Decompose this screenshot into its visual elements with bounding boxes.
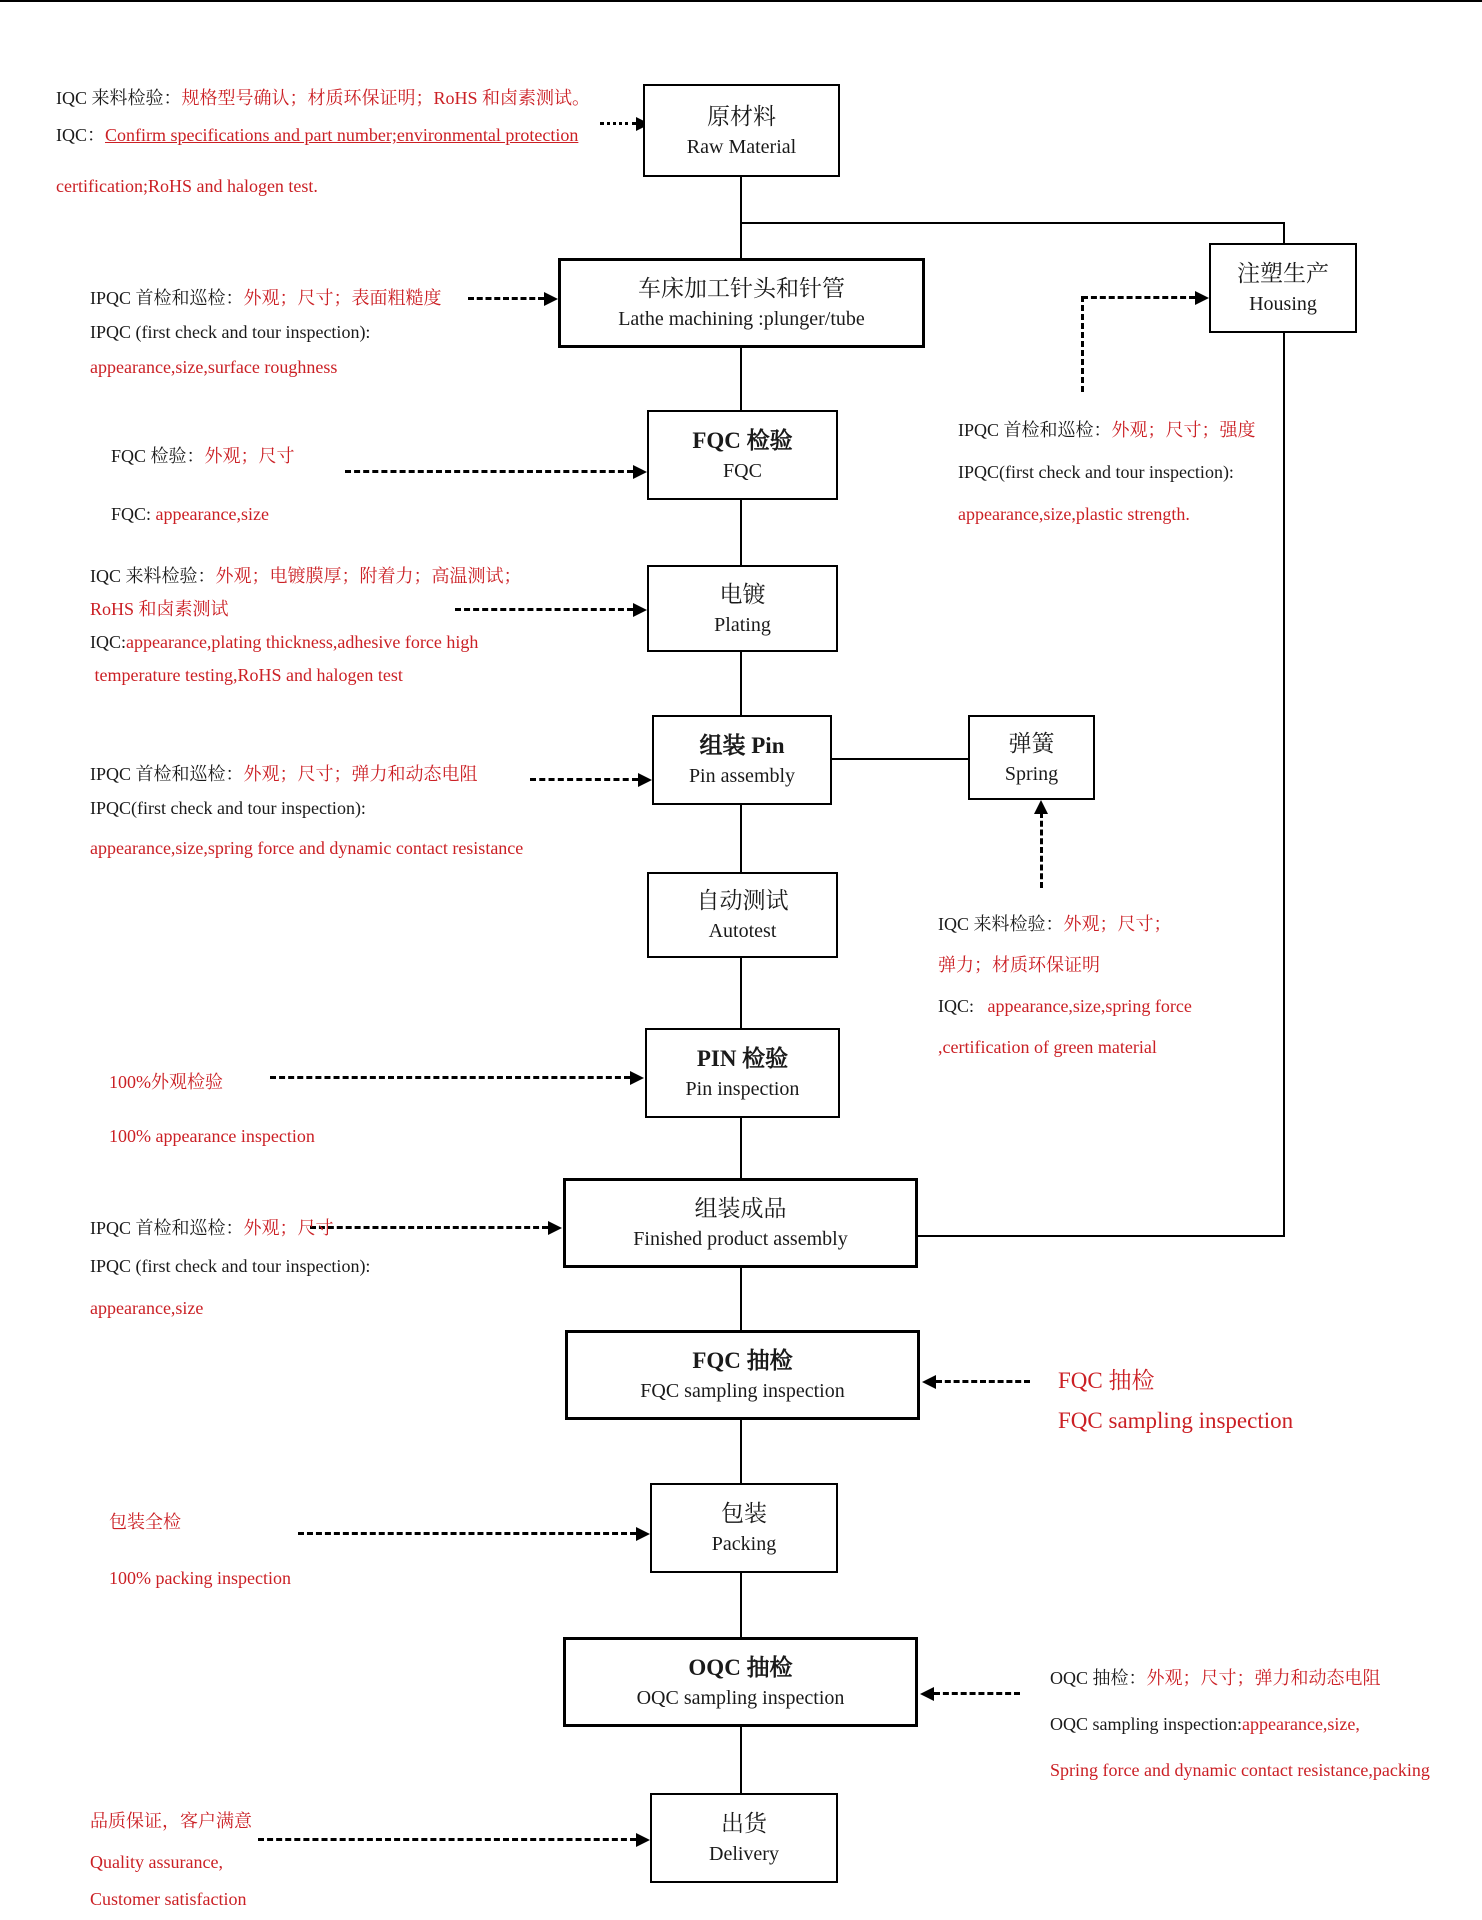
arrow-to-raw-material: [600, 122, 636, 125]
connector-packing-oqc: [740, 1573, 742, 1637]
node-title-en: Lathe machining :plunger/tube: [618, 308, 865, 330]
connector-autotest-pininspection: [740, 958, 742, 1028]
arrow-to-lathe: [468, 297, 544, 300]
node-title-zh: 注塑生产: [1237, 261, 1329, 286]
node-title-en: FQC sampling inspection: [640, 1380, 845, 1402]
header-rule: [0, 0, 1482, 2]
arrowhead-icon: [633, 465, 647, 479]
arrowhead-icon: [1034, 800, 1048, 814]
connector-plating-pin: [740, 652, 742, 715]
annotation-iqc-plating-line4: temperature testing,RoHS and halogen test: [90, 665, 403, 685]
node-autotest: [647, 872, 838, 958]
node-lathe-machining: [558, 258, 925, 348]
connector-finished-fqcsampling: [740, 1268, 742, 1330]
annotation-quality-line2: Quality assurance,: [90, 1852, 223, 1872]
arrowhead-icon: [636, 1833, 650, 1847]
arrow-to-pin-assembly: [530, 778, 638, 781]
connector-oqc-delivery: [740, 1727, 742, 1793]
node-title-en: Finished product assembly: [633, 1228, 848, 1250]
arrow-to-delivery: [258, 1838, 636, 1841]
annotation-housing-ipqc-line1: IPQC 首检和巡检：外观；尺寸；强度: [958, 420, 1256, 440]
node-title-en: Autotest: [708, 920, 777, 942]
annotation-iqc-raw-line1: IQC 来料检验：规格型号确认；材质环保证明；RoHS 和卤素测试。: [56, 88, 591, 108]
annotation-spring-iqc-line4: ,certification of green material: [938, 1037, 1157, 1057]
annotation-quality-line3: Customer satisfaction: [90, 1889, 247, 1909]
annotation-oqc-line2: OQC sampling inspection:appearance,size,: [1050, 1714, 1360, 1734]
annotation-ipqc-lathe-line1: IPQC 首检和巡检：外观；尺寸；表面粗糙度: [90, 288, 442, 308]
node-title-en: FQC: [723, 460, 762, 482]
arrow-to-oqc: [934, 1692, 1020, 1695]
annotation-fqc-red-line1: FQC 抽检: [1058, 1368, 1155, 1393]
annotation-iqc-plating-line2: RoHS 和卤素测试: [90, 599, 229, 619]
node-title-en: Pin inspection: [685, 1078, 800, 1100]
node-title-en: Housing: [1249, 293, 1317, 315]
annotation-spring-iqc-line2: 弹力；材质环保证明: [938, 955, 1100, 975]
node-housing: [1209, 243, 1357, 333]
connector-pin-autotest: [740, 805, 742, 872]
annotation-fqc-line1: FQC 检验：外观；尺寸: [111, 446, 295, 466]
annotation-ipqc-pin-line3: appearance,size,spring force and dynamic contact resistance: [90, 838, 524, 858]
arrowhead-icon: [922, 1375, 936, 1389]
node-title-zh: 包装: [721, 1501, 767, 1526]
annotation-fqc-red-line2: FQC sampling inspection: [1058, 1408, 1294, 1433]
node-title-zh: 组装 Pin: [699, 733, 785, 758]
annotation-ipqc-finished-line1: IPQC 首检和巡检：外观；尺寸: [90, 1218, 334, 1238]
arrow-to-packing: [298, 1532, 636, 1535]
annotation-ipqc-finished-line3: appearance,size: [90, 1298, 204, 1318]
arrowhead-icon: [920, 1687, 934, 1701]
node-title-zh: FQC 抽检: [692, 1348, 793, 1373]
node-title-en: OQC sampling inspection: [636, 1687, 845, 1709]
annotation-ipqc-pin-line1: IPQC 首检和巡检：外观；尺寸；弹力和动态电阻: [90, 764, 478, 784]
node-title-zh: 原材料: [707, 103, 776, 129]
arrowhead-icon: [636, 1527, 650, 1541]
node-title-en: Raw Material: [686, 135, 797, 158]
node-oqc-sampling: [563, 1637, 918, 1727]
connector-branch-housing-h: [740, 222, 1285, 224]
node-title-zh: OQC 抽检: [688, 1655, 793, 1680]
annotation-ipqc-pin-line2: IPQC(first check and tour inspection):: [90, 798, 366, 818]
node-title-zh: 弹簧: [1008, 730, 1055, 756]
arrow-to-fqc-sampling: [936, 1380, 1030, 1383]
connector-pin-spring: [832, 758, 968, 760]
connector-lathe-fqc: [740, 348, 742, 410]
annotation-iqc-raw-line3: certification;RoHS and halogen test.: [56, 176, 318, 196]
arrow-to-fqc: [345, 470, 633, 473]
connector-fqc-plating: [740, 500, 742, 565]
arrow-to-finished: [310, 1226, 548, 1229]
annotation-iqc-plating-line1: IQC 来料检验：外观；电镀膜厚；附着力；高温测试；: [90, 566, 522, 586]
node-raw-material: [643, 84, 840, 177]
node-plating: [647, 565, 838, 652]
arrowhead-icon: [638, 773, 652, 787]
arrowhead-icon: [1195, 291, 1209, 305]
node-title-zh: 车床加工针头和针管: [638, 276, 845, 301]
connector-pininspection-finished: [740, 1118, 742, 1178]
node-spring: [968, 715, 1095, 800]
node-title-en: Spring: [1004, 762, 1059, 785]
node-fqc: [647, 410, 838, 500]
node-title-en: Delivery: [709, 1843, 779, 1865]
connector-fqcsampling-packing: [740, 1420, 742, 1483]
annotation-housing-ipqc-line3: appearance,size,plastic strength.: [958, 504, 1190, 524]
node-title-zh: 电镀: [719, 581, 766, 607]
annotation-quality-line1: 品质保证，客户满意: [90, 1811, 252, 1831]
node-pin-assembly: [652, 715, 832, 805]
annotation-spring-iqc-line1: IQC 来料检验：外观；尺寸；: [938, 914, 1172, 934]
node-delivery: [650, 1793, 838, 1883]
annotation-iqc-raw-line2: IQC：Confirm specifications and part number;environmental protection: [56, 125, 579, 145]
arrowhead-icon: [548, 1221, 562, 1235]
annotation-spring-iqc-line3: IQC: appearance,size,spring force: [938, 996, 1192, 1016]
node-title-zh: 组装成品: [694, 1196, 787, 1221]
annotation-ipqc-lathe-line3: appearance,size,surface roughness: [90, 357, 338, 377]
connector-raw-lathe: [740, 177, 742, 258]
annotation-packing100-line1: 包装全检: [109, 1512, 181, 1532]
node-title-zh: 自动测试: [696, 888, 789, 913]
annotation-pin100-line1: 100%外观检验: [109, 1072, 223, 1092]
annotation-oqc-line1: OQC 抽检：外观；尺寸；弹力和动态电阻: [1050, 1668, 1381, 1688]
annotation-oqc-line3: Spring force and dynamic contact resistance,packing: [1050, 1760, 1430, 1780]
node-title-zh: PIN 检验: [696, 1046, 789, 1071]
node-title-zh: FQC 检验: [692, 428, 793, 453]
arrow-to-spring: [1040, 812, 1043, 888]
node-fqc-sampling: [565, 1330, 920, 1420]
node-pin-inspection: [645, 1028, 840, 1118]
annotation-ipqc-lathe-line2: IPQC (first check and tour inspection):: [90, 322, 371, 342]
arrow-to-pin-inspection: [270, 1076, 630, 1079]
annotation-packing100-line2: 100% packing inspection: [109, 1568, 291, 1588]
annotation-ipqc-finished-line2: IPQC (first check and tour inspection):: [90, 1256, 371, 1276]
arrow-to-housing-v: [1081, 296, 1084, 392]
node-title-en: Pin assembly: [688, 765, 796, 787]
node-title-zh: 出货: [721, 1811, 767, 1836]
annotation-iqc-plating-line3: IQC:appearance,plating thickness,adhesive force high: [90, 632, 479, 652]
annotation-pin100-line2: 100% appearance inspection: [109, 1126, 315, 1146]
connector-branch-housing-v: [1283, 222, 1285, 243]
node-packing: [650, 1483, 838, 1573]
node-title-en: Plating: [714, 613, 771, 636]
node-finished-assembly: [563, 1178, 918, 1268]
annotation-fqc-line2: FQC: appearance,size: [111, 504, 269, 524]
arrowhead-icon: [633, 603, 647, 617]
arrowhead-icon: [630, 1071, 644, 1085]
arrow-to-housing-h: [1082, 296, 1195, 299]
connector-housing-down: [1283, 333, 1285, 1235]
connector-housing-finished: [918, 1235, 1285, 1237]
annotation-housing-ipqc-line2: IPQC(first check and tour inspection):: [958, 462, 1234, 482]
node-title-en: Packing: [711, 1533, 777, 1555]
arrowhead-icon: [544, 292, 558, 306]
